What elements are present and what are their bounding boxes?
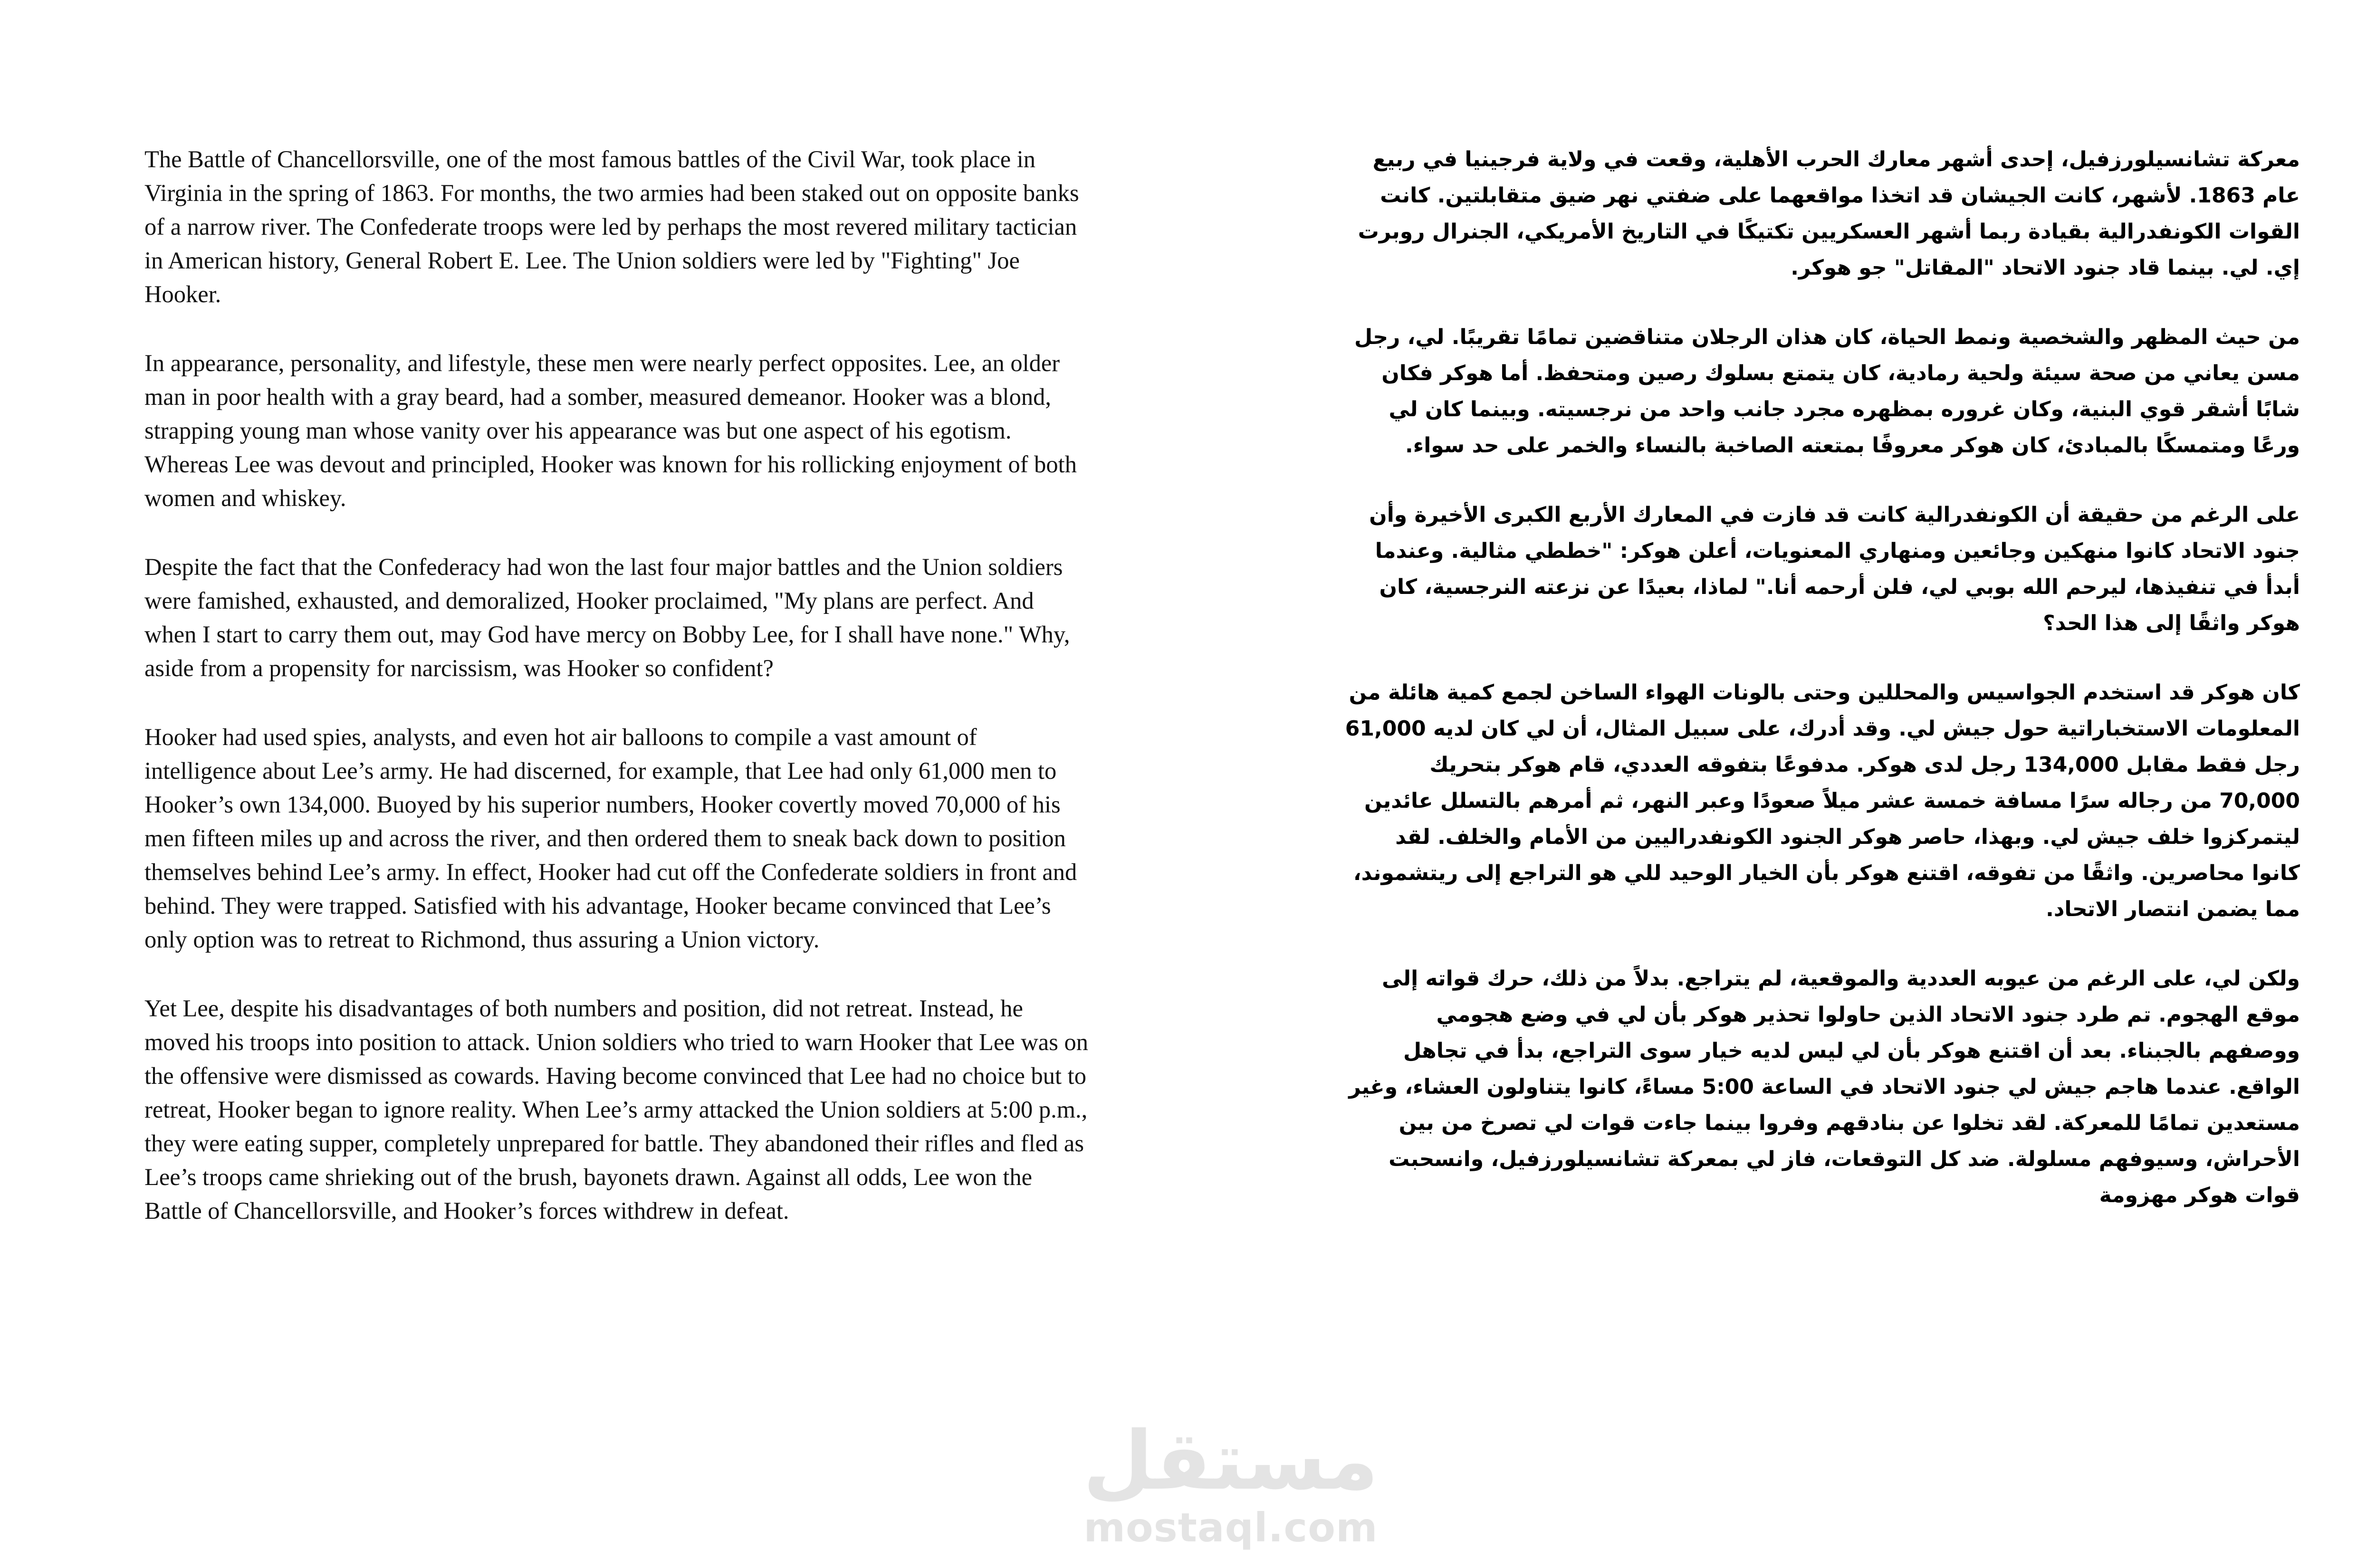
arabic-paragraph-3: على الرغم من حقيقة أن الكونفدرالية كانت قد فازت في المعارك الأربع الكبرى الأخيرة وأن جنود الاتحاد كانوا منهكين وجائعين ومنهاري المعنويات، أعلن هوكر: "خططي مثالية. وعندما أبدأ في تنفيذها، ليرحم الله بوبي لي، فلن أرحمه أنا." لماذا، بعيدًا عن نزعته النرجسية، كان هوكر واثقًا إلى هذا الحد؟ xyxy=(1369,503,2300,635)
mostaql-watermark xyxy=(1060,1416,1402,1558)
watermark-latin-text: mostaql.com xyxy=(1083,1504,1378,1551)
arabic-column xyxy=(1345,142,2300,1247)
english-column xyxy=(144,143,1090,1263)
arabic-paragraph-1: معركة تشانسيلورزفيل، إحدى أشهر معارك الحرب الأهلية، وقعت في ولاية فرجينيا في ربيع عام 1863. لأشهر، كانت الجيشان قد اتخذا مواقعهما على ضفتي نهر ضيق متقابلتين. كانت القوات الكونفدرالية بقيادة ربما أشهر العسكريين تكتيكًا في التاريخ الأمريكي، الجنرال روبرت إي. لي. بينما قاد جنود الاتحاد "المقاتل" جو هوكر. xyxy=(1358,147,2300,280)
watermark-arabic-logo: مستقل xyxy=(1083,1414,1379,1508)
english-paragraph-1: The Battle of Chancellorsville, one of the most famous battles of the Civil War, took place in Virginia in the spring of 1863. For months, the two armies had been staked out on opposite banks of a narrow river. The Confederate troops were led by perhaps the most revered military tactician in American history, General Robert E. Lee. The Union soldiers were led by "Fighting" Joe Hooker. xyxy=(144,146,1079,307)
arabic-paragraph-5: ولكن لي، على الرغم من عيوبه العددية والموقعية، لم يتراجع. بدلاً من ذلك، حرك قواته إلى موقع الهجوم. تم طرد جنود الاتحاد الذين حاولوا تحذير هوكر بأن لي في وضع هجومي ووصفهم بالجبناء. بعد أن اقتنع هوكر بأن لي ليس لديه خيار سوى التراجع، بدأ في تجاهل الواقع. عندما هاجم جيش لي جنود الاتحاد في الساعة 5:00 مساءً، كانوا يتناولون العشاء، وغير مستعدين تمامًا للمعركة. لقد تخلوا عن بنادقهم وفروا بينما جاءت قوات لي تصرخ من بين الأحراش، وسيوفهم مسلولة. ضد كل التوقعات، فاز لي بمعركة تشانسيلورزفيل، وانسحبت قوات هوكر مهزومة xyxy=(1349,966,2300,1207)
english-paragraph-4: Hooker had used spies, analysts, and even hot air balloons to compile a vast amount of intelligence about Lee’s army. He had discerned, for example, that Lee had only 61,000 men to Hooker’s own 134,000. Buoyed by his superior numbers, Hooker covertly moved 70,000 of his men fifteen miles up and across the river, and then ordered them to sneak back down to position themselves behind Lee’s army. In effect, Hooker had cut off the Confederate soldiers in front and behind. They were trapped. Satisfied with his advantage, Hooker became convinced that Lee’s only option was to retreat to Richmond, thus assuring a Union victory. xyxy=(144,724,1077,953)
english-paragraph-3: Despite the fact that the Confederacy had won the last four major battles and the Union soldiers were famished, exhausted, and demoralized, Hooker proclaimed, "My plans are perfect. And when I start to carry them out, may God have mercy on Bobby Lee, for I shall have none." Why, aside from a propensity for narcissism, was Hooker so confident? xyxy=(144,554,1070,681)
arabic-paragraph-2: من حيث المظهر والشخصية ونمط الحياة، كان هذان الرجلان متناقضين تمامًا تقريبًا. لي، رجل مسن يعاني من صحة سيئة ولحية رمادية، كان يتمتع بسلوك رصين ومتحفظ. أما هوكر فكان شابًا أشقر قوي البنية، وكان غروره بمظهره مجرد جانب واحد من نرجسيته. وبينما كان لي ورعًا ومتمسكًا بالمبادئ، كان هوكر معروفًا بمتعته الصاخبة بالنساء والخمر على حد سواء. xyxy=(1354,325,2300,458)
english-paragraph-2: In appearance, personality, and lifestyle, these men were nearly perfect opposites. Lee, an older man in poor health with a gray beard, had a somber, measured demeanor. Hooker was a blond, strapping young man whose vanity over his appearance was but one aspect of his egotism. Whereas Lee was devout and principled, Hooker was known for his rollicking enjoyment of both women and whiskey. xyxy=(144,350,1077,511)
arabic-paragraph-4: كان هوكر قد استخدم الجواسيس والمحللين وحتى بالونات الهواء الساخن لجمع كمية هائلة من المعلومات الاستخباراتية حول جيش لي. وقد أدرك، على سبيل المثال، أن لي كان لديه 61,000 رجل فقط مقابل 134,000 رجل لدى هوكر. مدفوعًا بتفوقه العددي، قام هوكر بتحريك 70,000 من رجاله سرًا مسافة خمسة عشر ميلاً صعودًا وعبر النهر، ثم أمرهم بالتسلل عائدين ليتمركزوا خلف جيش لي. وبهذا، حاصر هوكر الجنود الكونفدراليين من الأمام والخلف. لقد كانوا محاصرين. واثقًا من تفوقه، اقتنع هوكر بأن الخيار الوحيد للي هو التراجع إلى ريتشموند، مما يضمن انتصار الاتحاد. xyxy=(1345,680,2300,921)
english-paragraph-5: Yet Lee, despite his disadvantages of both numbers and position, did not retreat. Instead, he moved his troops into position to attack. Union soldiers who tried to warn Hooker that Lee was on the offensive were dismissed as cowards. Having become convinced that Lee had no choice but to retreat, Hooker began to ignore reality. When Lee’s army attacked the Union soldiers at 5:00 p.m., they were eating supper, completely unprepared for battle. They abandoned their rifles and fled as Lee’s troops came shrieking out of the brush, bayonets drawn. Against all odds, Lee won the Battle of Chancellorsville, and Hooker’s forces withdrew in defeat. xyxy=(144,995,1088,1224)
